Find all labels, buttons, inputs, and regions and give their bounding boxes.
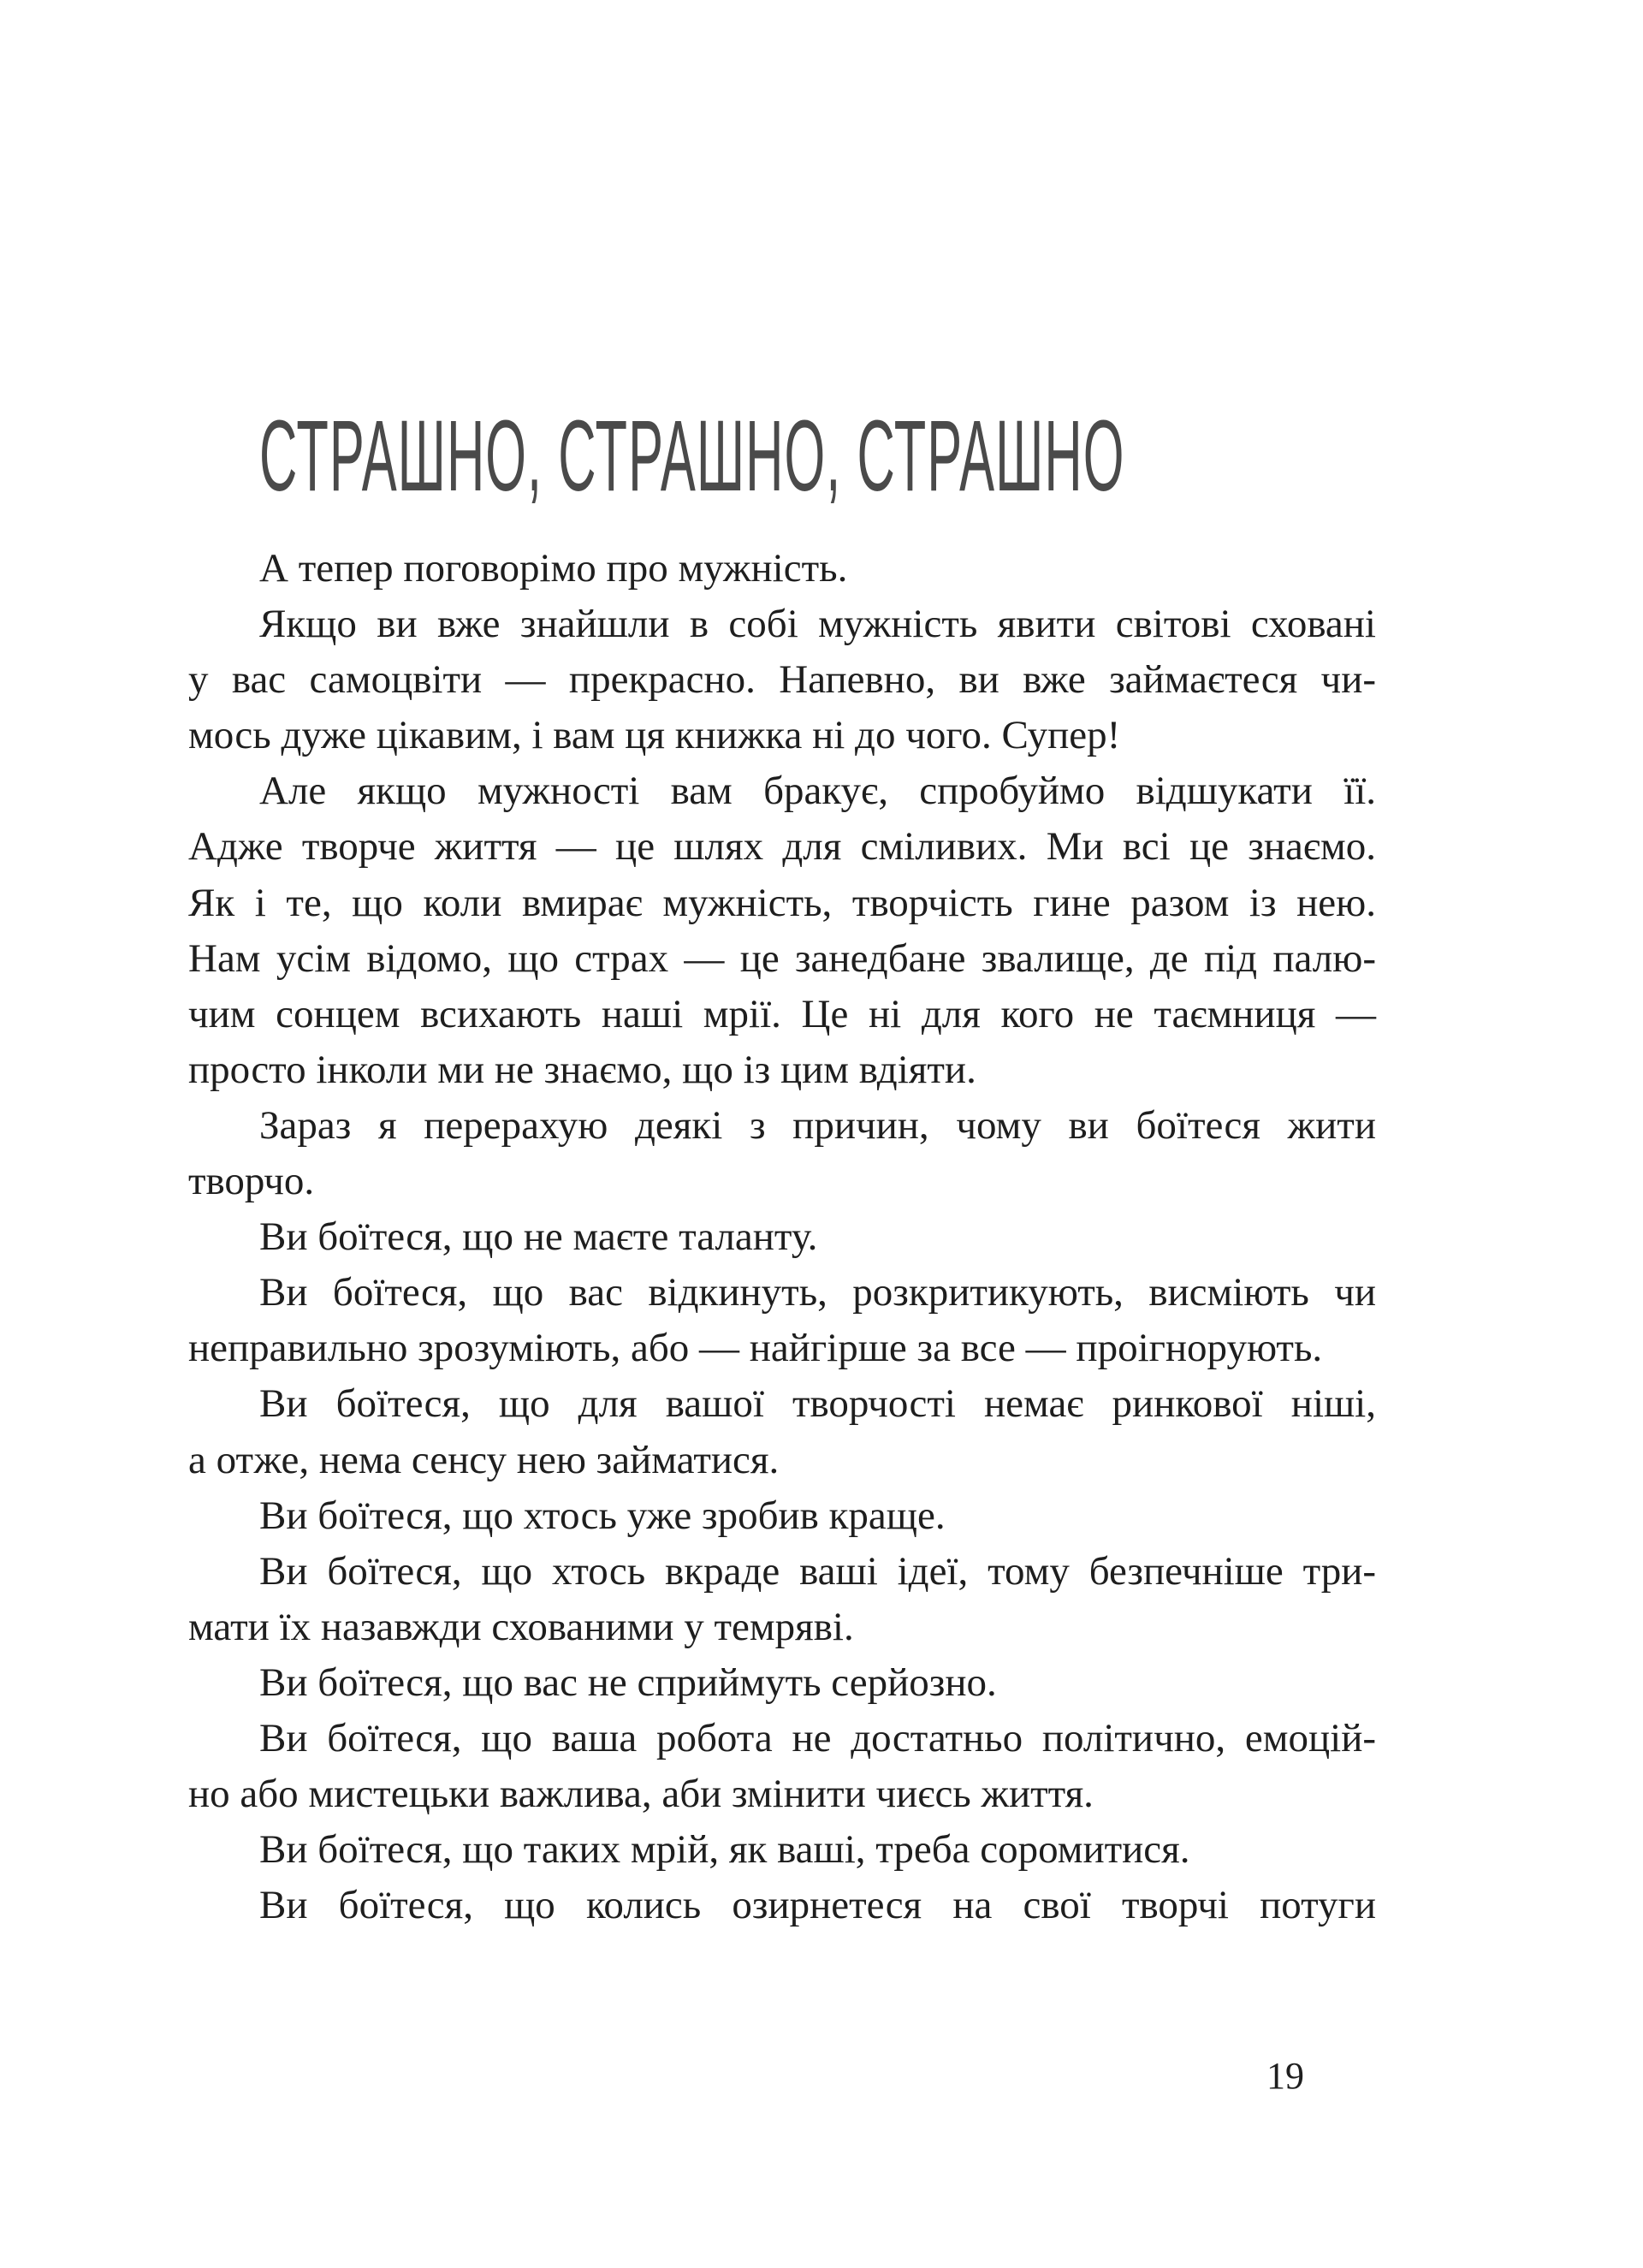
text-line: Як і те, що коли вмирає мужність, творчість гине разом із нею.	[188, 880, 1376, 925]
text-line: Ви боїтеся, що вас не сприймуть серйозно.	[259, 1659, 997, 1705]
text-line: чим сонцем всихають наші мрії. Це ні для кого не таємниця —	[188, 991, 1376, 1036]
text-line: у вас самоцвіти — прекрасно. Напевно, ви вже займаєтеся чи-	[188, 657, 1376, 703]
chapter-title: СТРАШНО, СТРАШНО, СТРАШНО	[259, 400, 1125, 514]
text-line: Адже творче життя — це шлях для сміливих. Ми всі це знаємо.	[188, 824, 1376, 870]
text-line: Ви боїтеся, що для вашої творчості немає ринкової ніші,	[259, 1381, 1376, 1427]
text-line: Але якщо мужності вам бракує, спробуймо відшукати її.	[259, 769, 1376, 814]
text-line: А тепер поговорімо про мужність.	[259, 546, 848, 591]
text-line: но або мистецьки важлива, аби змінити чиєсь життя.	[188, 1772, 1094, 1817]
text-line: неправильно зрозуміють, або — найгірше за все — проігнорують.	[188, 1326, 1323, 1371]
text-line: Ви боїтеся, що не маєте таланту.	[259, 1214, 818, 1260]
text-line: мось дуже цікавим, і вам ця книжка ні до чого. Супер!	[188, 713, 1121, 758]
text-line: творчо.	[188, 1159, 315, 1204]
text-line: мати їх назавжди схованими у темряві.	[188, 1604, 854, 1649]
text-line: Якщо ви вже знайшли в собі мужність явити світові сховані	[259, 602, 1376, 647]
body-text	[188, 541, 1376, 1933]
text-line: Ви боїтеся, що таких мрій, як ваші, треба соромитися.	[259, 1827, 1190, 1873]
text-line: Зараз я перерахую деякі з причин, чому ви боїтеся жити	[259, 1102, 1376, 1148]
text-line: Ви боїтеся, що хтось уже зробив краще.	[259, 1493, 946, 1538]
text-line: Ви боїтеся, що вас відкинуть, розкритикують, висміють чи	[259, 1270, 1376, 1315]
text-line: Ви боїтеся, що хтось вкраде ваші ідеї, тому безпечніше три-	[259, 1548, 1376, 1594]
text-line: просто інколи ми не знаємо, що із цим вдіяти.	[188, 1047, 976, 1092]
page-number: 19	[1266, 2055, 1304, 2097]
text-line: а отже, нема сенсу нею займатися.	[188, 1437, 780, 1482]
text-line: Ви боїтеся, що ваша робота не достатньо політично, емоцій-	[259, 1715, 1376, 1760]
text-line: Нам усім відомо, що страх — це занедбане звалище, де під палю-	[188, 935, 1376, 981]
text-line: Ви боїтеся, що колись озирнетеся на свої творчі потуги	[259, 1883, 1376, 1928]
